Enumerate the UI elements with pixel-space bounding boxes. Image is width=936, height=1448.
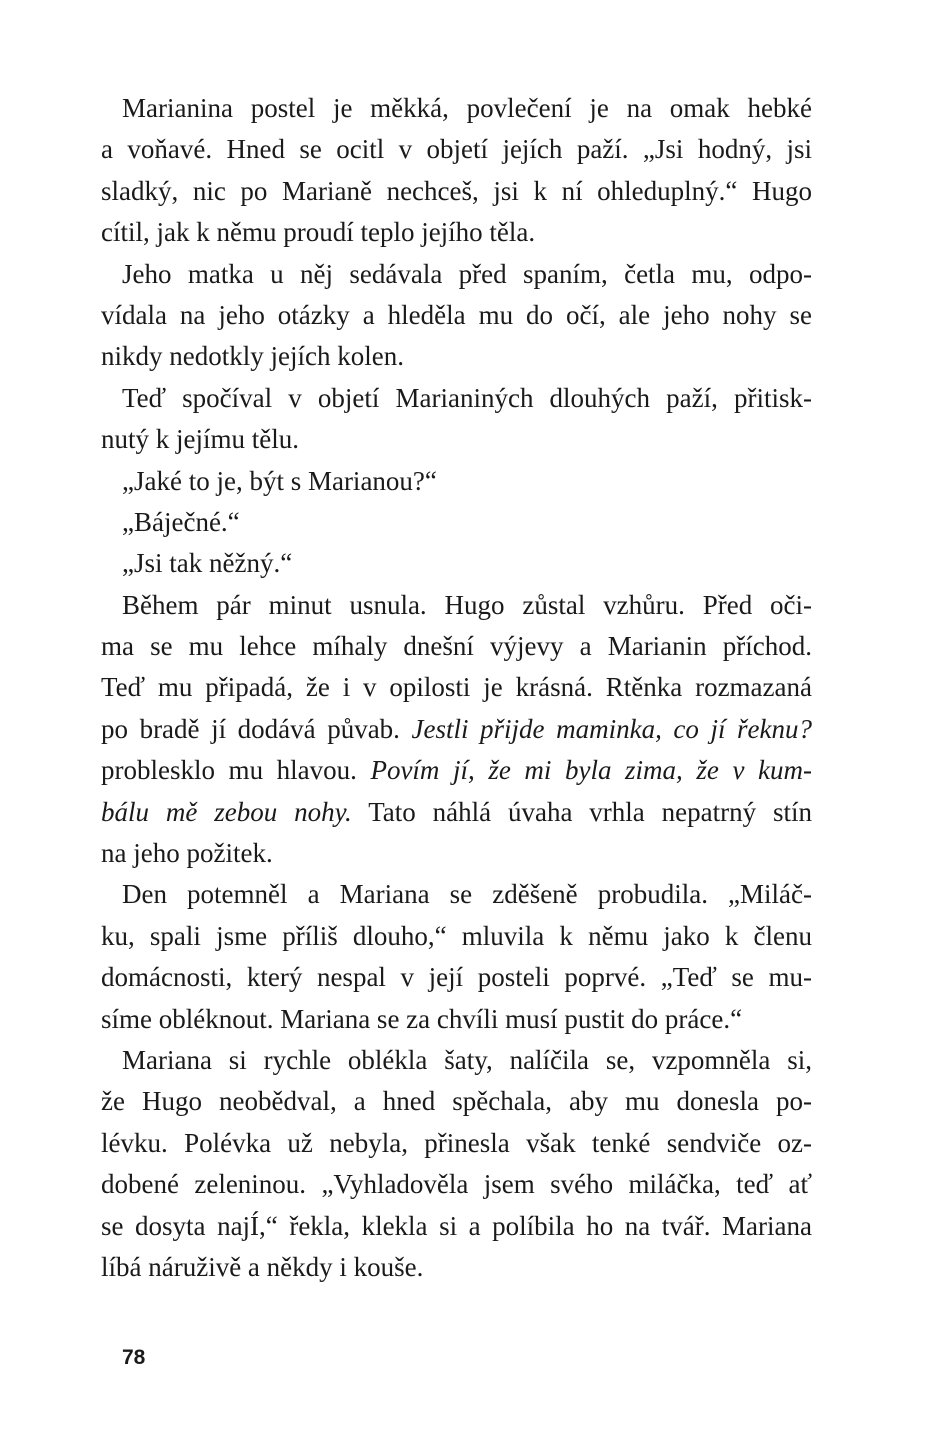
text-line [101,336,812,377]
text-segment: vídala na jeho otázky a hleděla mu do očí, ale jeho nohy se [101,299,812,330]
text-line [101,212,812,253]
text-segment: lévku. Polévka už nebyla, přinesla však tenké sendviče oz- [101,1127,812,1158]
text-line [101,1164,812,1205]
text-segment: ku, spali jsme příliš dlouho,“ mluvila k němu jako k členu [101,920,812,951]
italic-text: Povím jí, že mi byla zima, že v kum- [370,755,812,786]
text-line [101,585,812,626]
text-line [101,419,812,460]
text-segment: dobené zeleninou. „Vyhladověla jsem svého miláčka, teď ať [101,1169,812,1200]
text-line [101,750,812,791]
italic-text: bálu mě zebou nohy. [101,796,352,827]
text-segment: „Báječné.“ [122,506,240,537]
text-line [101,667,812,708]
text-line [101,1206,812,1247]
text-line [101,543,812,584]
text-line [101,295,812,336]
text-segment: Během pár minut usnula. Hugo zůstal vzhůru. Před oči- [122,589,812,620]
body-text [101,88,812,1288]
text-line [101,1040,812,1081]
text-line [101,916,812,957]
text-segment: problesklo mu hlavou. [101,755,371,786]
text-segment: domácnosti, který nespal v její posteli poprvé. „Teď se mu- [101,962,812,993]
text-line [101,833,812,874]
text-segment: Den potemněl a Mariana se zděšeně probudila. „Miláč- [122,879,812,910]
text-line [101,957,812,998]
text-line [101,626,812,667]
text-line [101,1081,812,1122]
text-line [101,129,812,170]
text-segment: nutý k jejímu tělu. [101,424,299,455]
text-line [101,792,812,833]
italic-text: Jestli přijde maminka, co jí řeknu? [411,713,812,744]
text-line [101,999,812,1040]
text-line [101,461,812,502]
text-segment: na jeho požitek. [101,838,273,869]
text-segment: sladký, nic po Marianě nechceš, jsi k ní ohleduplný.“ Hugo [101,175,812,206]
page-number: 78 [122,1346,146,1369]
text-segment: a voňavé. Hned se ocitl v objetí jejích paží. „Jsi hodný, jsi [101,134,812,165]
text-line [101,502,812,543]
text-line [101,709,812,750]
text-segment: „Jaké to je, být s Marianou?“ [122,465,437,496]
text-segment: Marianina postel je měkká, povlečení je na omak hebké [122,93,812,123]
text-segment: nikdy nedotkly jejích kolen. [101,341,404,372]
text-segment: ma se mu lehce míhaly dnešní výjevy a Marianin příchod. [101,631,812,662]
text-segment: líbá náruživě a někdy i kouše. [101,1251,424,1282]
text-line [101,1247,812,1288]
text-segment: Jeho matka u něj sedávala před spaním, četla mu, odpo- [122,258,812,289]
text-line [101,378,812,419]
text-line [101,171,812,212]
text-segment: Teď spočíval v objetí Marianiných dlouhých paží, přitisk- [122,382,812,413]
text-segment: po bradě jí dodává půvab. [101,713,412,744]
text-segment: se dosyta najÍ,“ řekla, klekla si a políbila ho na tvář. Mariana [101,1210,812,1241]
text-segment: „Jsi tak něžný.“ [122,548,293,579]
text-segment: že Hugo neobědval, a hned spěchala, aby mu donesla po- [101,1086,812,1117]
text-segment: Teď mu připadá, že i v opilosti je krásná. Rtěnka rozmazaná [101,672,812,703]
text-line [101,874,812,915]
text-segment: síme obléknout. Mariana se za chvíli musí pustit do práce.“ [101,1003,743,1034]
text-segment: cítil, jak k němu proudí teplo jejího těla. [101,217,536,248]
text-line [101,254,812,295]
text-line [101,88,812,129]
text-segment: Tato náhlá úvaha vrhla nepatrný stín [351,796,812,827]
text-segment: Mariana si rychle oblékla šaty, nalíčila se, vzpomněla si, [122,1044,812,1075]
text-line [101,1123,812,1164]
